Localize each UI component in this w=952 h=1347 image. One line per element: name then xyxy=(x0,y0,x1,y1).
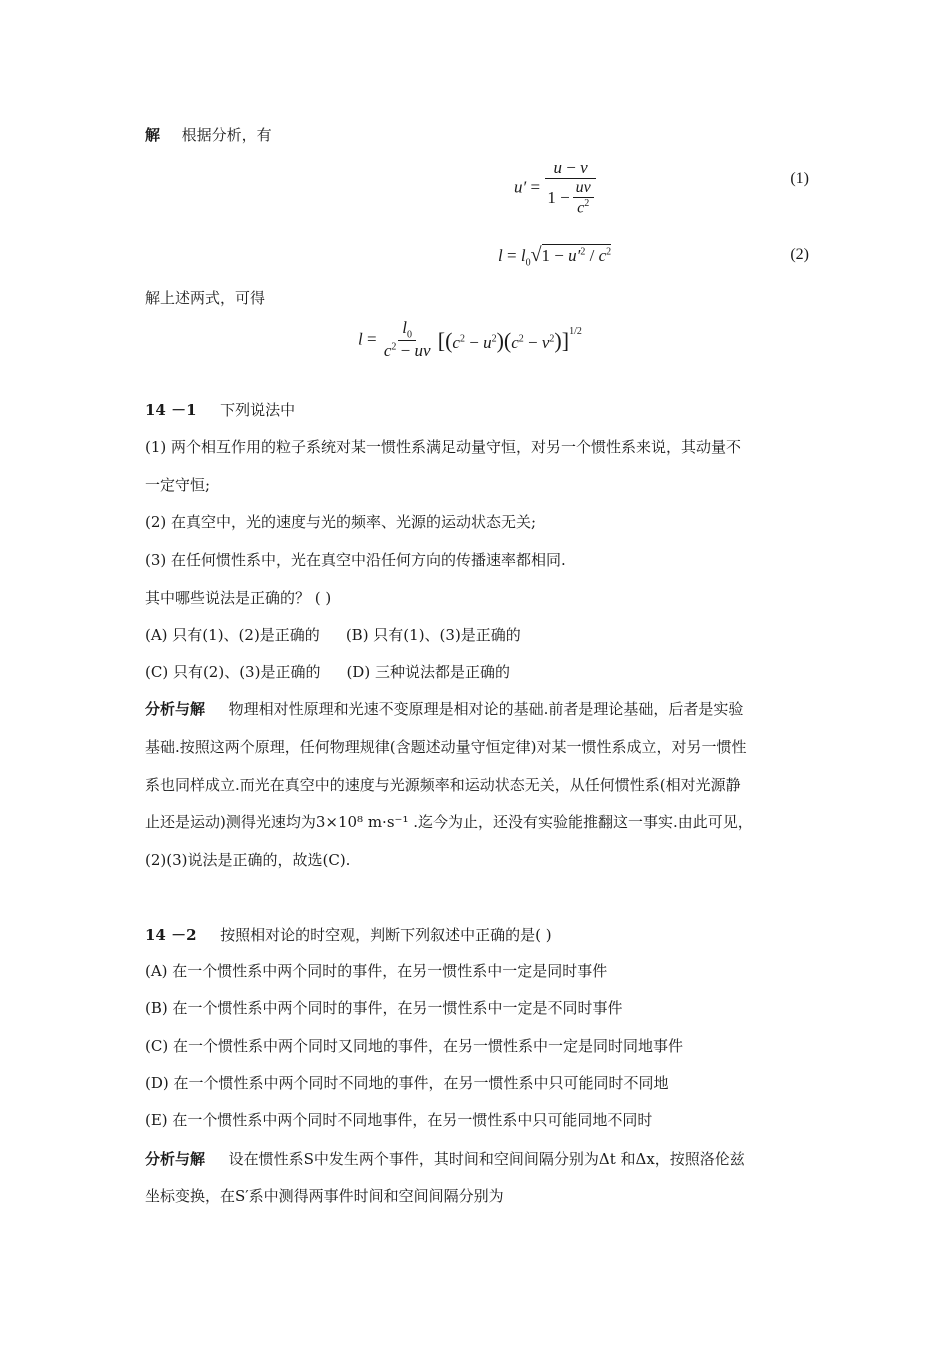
q1-heading xyxy=(145,399,295,421)
q1-analysis-text-1: 物理相对性原理和光速不变原理是相对论的基础.前者是理论基础，后者是实验 xyxy=(228,700,744,718)
q1-options-ab xyxy=(145,624,521,646)
q1-statement-1: (1) 两个相互作用的粒子系统对某一惯性系满足动量守恒，对另一个惯性系来说，其动量不 xyxy=(145,438,742,456)
q1-statement-3: (3) 在任何惯性系中，光在真空中沿任何方向的传播速率都相同. xyxy=(145,551,566,569)
q1-analysis-label: 分析与解 xyxy=(145,700,206,718)
q1-prompt: 下列说法中 xyxy=(220,401,296,419)
equation-1-number: (1) xyxy=(790,170,809,187)
equation-3: l = $\frac{l_0}{c^2 - uv}$ $[(c^2 - u^2)(c^2 - v^2)]^{1/2}$ xyxy=(358,318,582,361)
q2-analysis-label: 分析与解 xyxy=(145,1150,206,1168)
q1-options-cd xyxy=(145,661,510,683)
q1-option-b: (B) 只有(1)、(3)是正确的 xyxy=(345,626,521,644)
q2-option-c: (C) 在一个惯性系中两个同时又同地的事件，在另一惯性系中一定是同时同地事件 xyxy=(145,1037,683,1055)
q1-option-c: (C) 只有(2)、(3)是正确的 xyxy=(145,663,321,681)
q1-analysis-line-4: 止还是运动)测得光速均为3×10⁸ m·s⁻¹ .迄今为止，还没有实验能推翻这一事实.由此可见， xyxy=(145,813,753,831)
q2-analysis-line-2: 坐标变换，在S′系中测得两事件时间和空间间隔分别为 xyxy=(145,1187,504,1205)
q2-analysis-text-1: 设在惯性系S中发生两个事件，其时间和空间间隔分别为Δt 和Δx，按照洛伦兹 xyxy=(228,1150,745,1168)
q2-number: 14 －2 xyxy=(145,926,197,944)
intro-label: 解 xyxy=(145,126,161,144)
equation-2: $l = l_0√1 - u'^2 / c^2$ xyxy=(498,244,612,269)
solve-text: 解上述两式，可得 xyxy=(145,289,266,307)
q1-analysis-line-3: 系也同样成立.而光在真空中的速度与光源频率和运动状态无关，从任何惯性系(相对光源静 xyxy=(145,776,741,794)
q1-statement-1-cont: 一定守恒; xyxy=(145,476,211,494)
equation-2-number: (2) xyxy=(790,246,809,263)
q1-statement-2: (2) 在真空中，光的速度与光的频率、光源的运动状态无关; xyxy=(145,513,537,531)
q2-heading xyxy=(145,924,552,946)
intro-text: 根据分析，有 xyxy=(181,126,272,144)
q2-prompt: 按照相对论的时空观，判断下列叙述中正确的是( ) xyxy=(220,926,552,944)
q1-analysis-line-2: 基础.按照这两个原理，任何物理规律(含题述动量守恒定律)对某一惯性系成立，对另一惯性 xyxy=(145,738,747,756)
q1-analysis-line-1 xyxy=(145,698,743,720)
q2-option-e: (E) 在一个惯性系中两个同时不同地事件，在另一惯性系中只可能同地不同时 xyxy=(145,1111,653,1129)
q1-option-a: (A) 只有(1)、(2)是正确的 xyxy=(145,626,320,644)
q2-analysis-line-1 xyxy=(145,1148,745,1170)
q2-option-b: (B) 在一个惯性系中两个同时的事件，在另一惯性系中一定是不同时事件 xyxy=(145,999,623,1017)
q1-option-d: (D) 三种说法都是正确的 xyxy=(346,663,510,681)
equation-1: u′ = u − v 1 − $\frac{uv}{c^2}$ xyxy=(514,158,597,217)
q2-option-a: (A) 在一个惯性系中两个同时的事件，在另一惯性系中一定是同时事件 xyxy=(145,962,608,980)
intro-line xyxy=(145,124,272,146)
q1-analysis-line-5: (2)(3)说法是正确的，故选(C). xyxy=(145,851,351,869)
q2-option-d: (D) 在一个惯性系中两个同时不同地的事件，在另一惯性系中只可能同时不同地 xyxy=(145,1074,669,1092)
q1-number: 14 －1 xyxy=(145,401,197,419)
q1-question: 其中哪些说法是正确的？ ( ) xyxy=(145,589,332,607)
